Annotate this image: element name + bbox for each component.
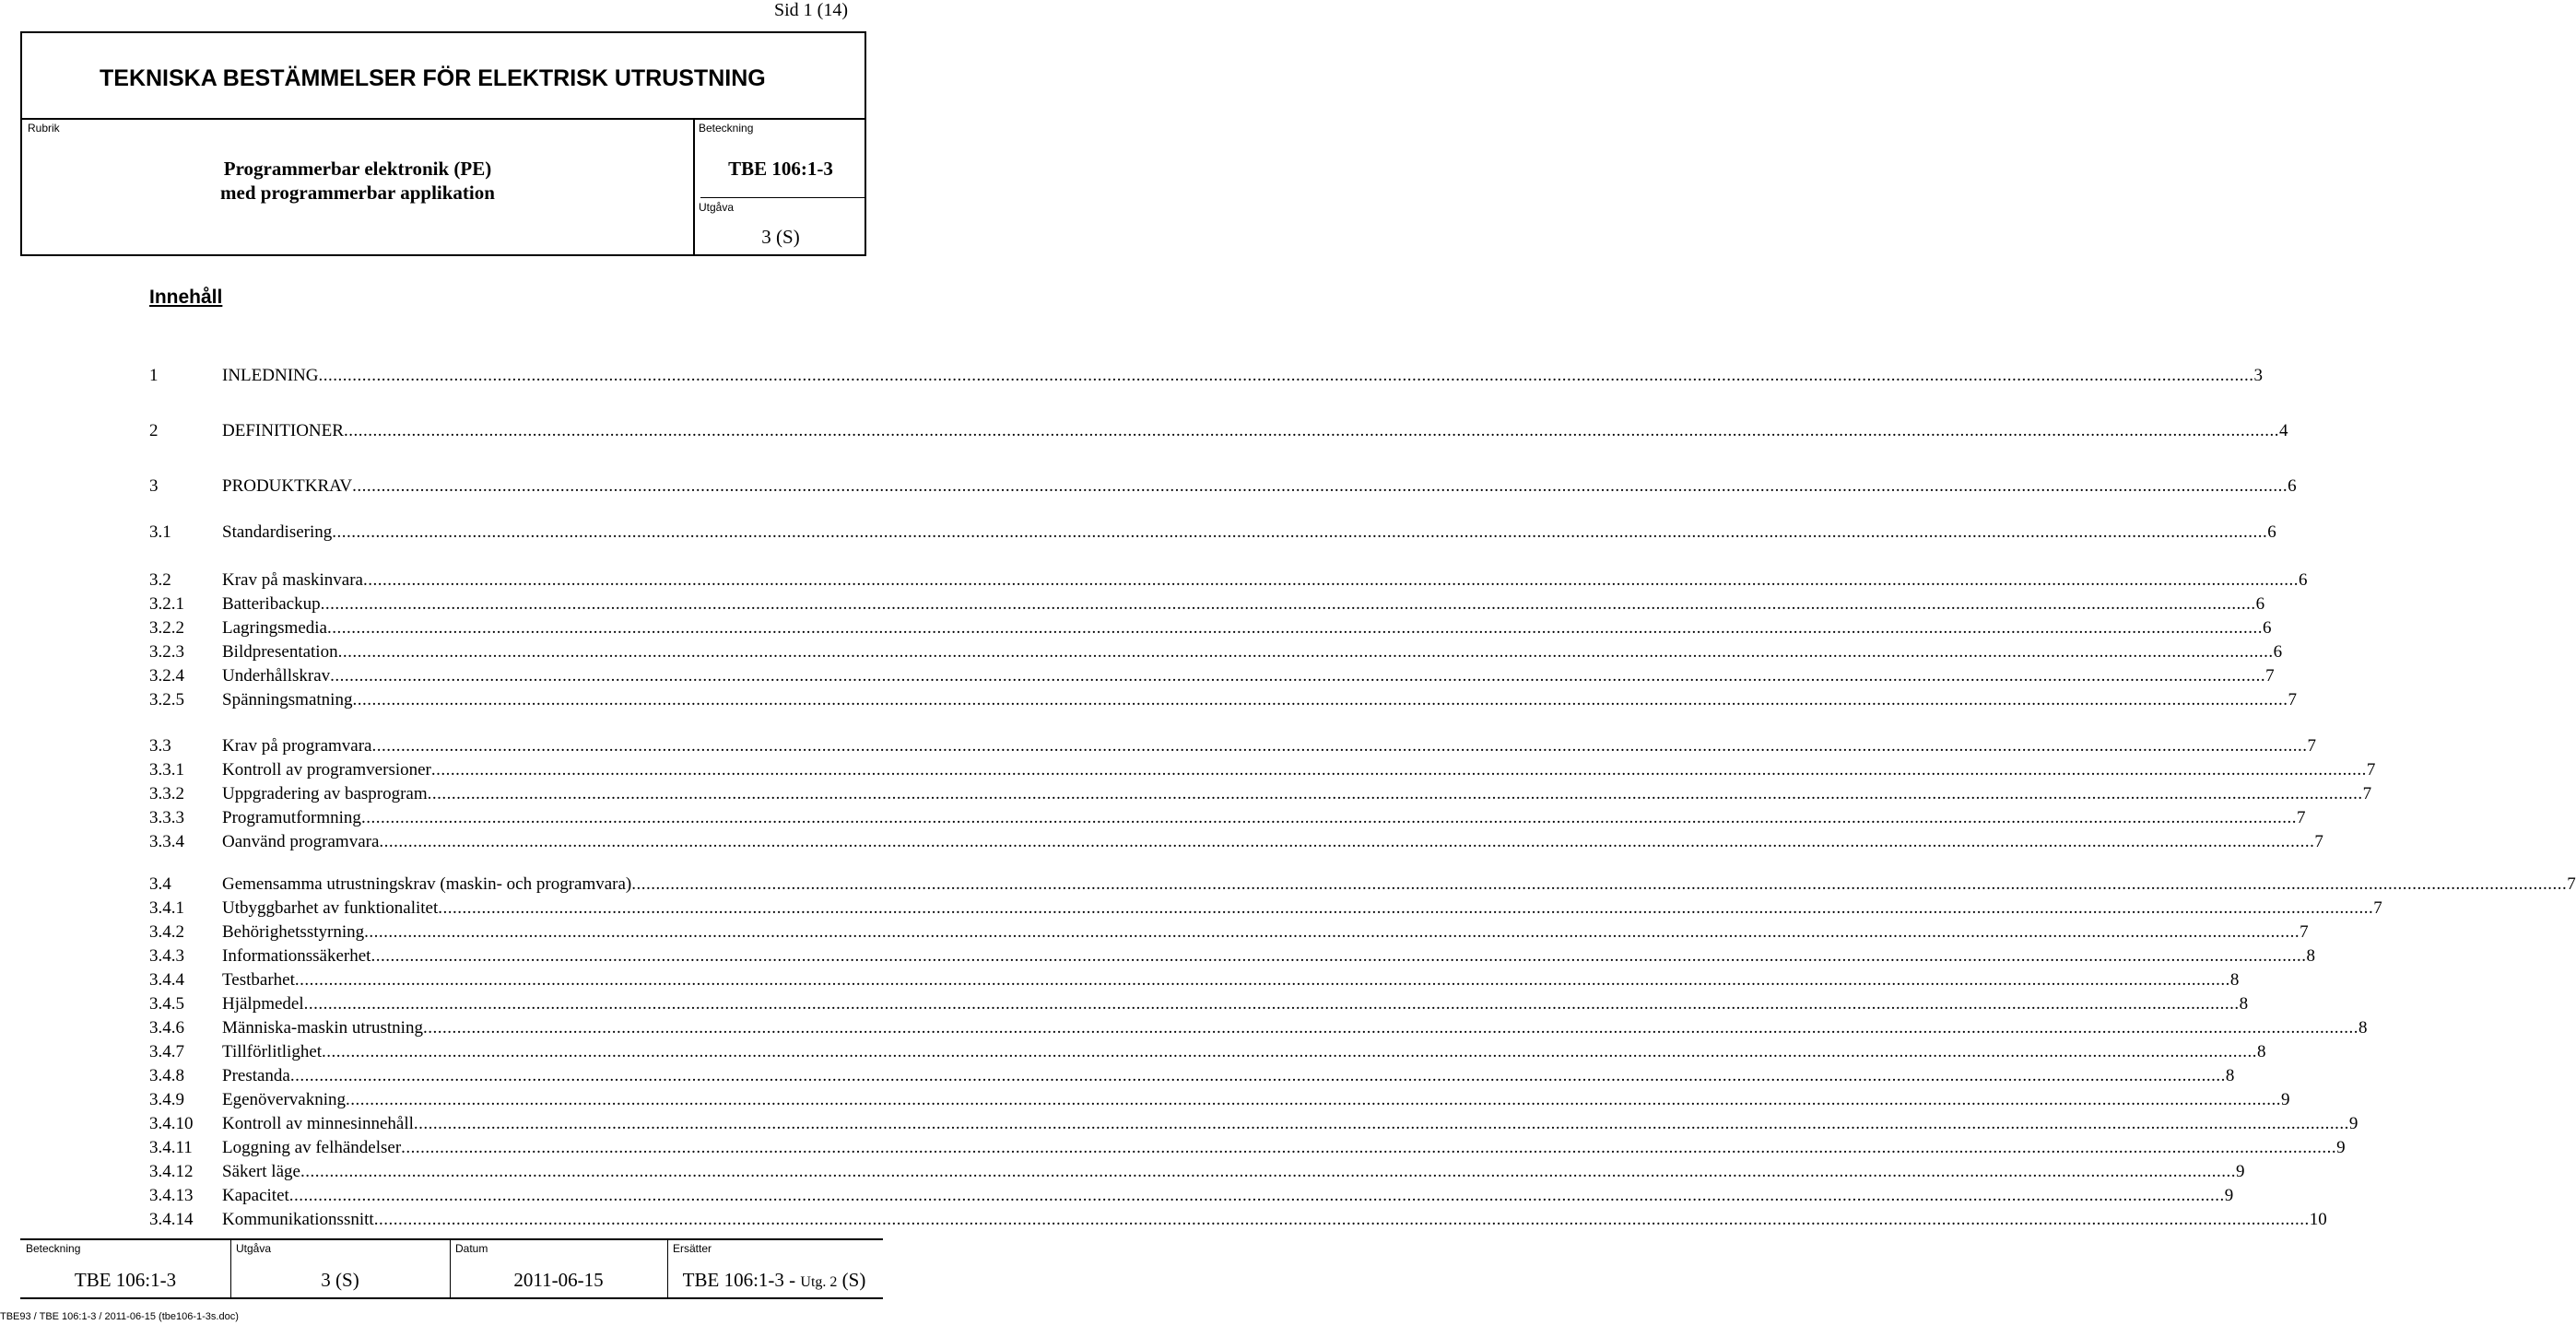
subject-line-1: Programmerbar elektronik (PE): [223, 158, 492, 180]
document-subject: [22, 157, 693, 205]
toc-entry-number: 3.4.2: [149, 922, 184, 942]
toc-entry-number: 3.3.4: [149, 832, 184, 851]
toc-entry: [149, 831, 2323, 853]
toc-entry-label: Underhållskrav: [222, 666, 331, 686]
beteckning-label: Beteckning: [699, 122, 754, 135]
toc-entry-number: 3.4.11: [149, 1138, 193, 1157]
toc-entry-label: Kontroll av programversioner: [222, 760, 431, 780]
toc-entry-label: Prestanda: [222, 1066, 290, 1085]
toc-dot-leader: ................................................................................................................................................................................................................................................................................................................................................................................................................: [363, 570, 2299, 590]
toc-entry: [149, 641, 2283, 663]
toc-entry-label: Kapacitet: [222, 1186, 289, 1205]
footer-utgava-label: Utgåva: [236, 1242, 272, 1255]
toc-dot-leader: ................................................................................................................................................................................................................................................................................................................................................................................................................: [379, 832, 2315, 851]
toc-dot-leader: ................................................................................................................................................................................................................................................................................................................................................................................................................: [332, 522, 2268, 542]
toc-entry-label: Behörighetsstyrning: [222, 922, 365, 942]
toc-entry-label: Standardisering: [222, 522, 333, 542]
toc-entry: [149, 365, 2263, 387]
toc-entry-number: 3.2.1: [149, 594, 184, 614]
toc-entry-page: 8: [2239, 994, 2249, 1014]
toc-entry-page: 8: [2229, 970, 2240, 990]
toc-dot-leader: ................................................................................................................................................................................................................................................................................................................................................................................................................: [422, 1018, 2358, 1038]
toc-entry-number: 3.3.2: [149, 784, 184, 803]
edition-divider: [700, 197, 865, 198]
toc-entry: [149, 617, 2272, 639]
toc-entry-number: 3.4.12: [149, 1162, 194, 1181]
toc-entry-page: 7: [2265, 666, 2275, 686]
toc-entry: [149, 1209, 2327, 1231]
footer-beteckning-label: Beteckning: [26, 1242, 81, 1255]
toc-entry-label: Batteribackup: [222, 594, 321, 614]
toc-entry-page: 8: [2225, 1066, 2235, 1085]
footer-ersatter-edition: Utg. 2: [800, 1274, 838, 1290]
toc-entry: [149, 921, 2309, 944]
toc-entry-number: 3.4.14: [149, 1210, 194, 1229]
toc-entry-number: 3.2.4: [149, 666, 184, 686]
footer-beteckning: [20, 1240, 230, 1297]
toc-entry-page: 7: [2296, 808, 2306, 827]
toc-entry: [149, 969, 2240, 991]
toc-entry-label: Loggning av felhändelser: [222, 1138, 402, 1157]
toc-dot-leader: ................................................................................................................................................................................................................................................................................................................................................................................................................: [326, 618, 2263, 638]
toc-entry-number: 3.3: [149, 736, 171, 756]
toc-entry-label: Spänningsmatning: [222, 690, 353, 709]
toc-dot-leader: ................................................................................................................................................................................................................................................................................................................................................................................................................: [352, 690, 2288, 709]
toc-dot-leader: ................................................................................................................................................................................................................................................................................................................................................................................................................: [438, 898, 2374, 918]
toc-entry-page: 9: [2235, 1162, 2245, 1181]
toc-entry: [149, 735, 2316, 757]
toc-entry: [149, 1185, 2234, 1207]
toc-dot-leader: ................................................................................................................................................................................................................................................................................................................................................................................................................: [303, 994, 2240, 1014]
document-footer: [20, 1238, 883, 1299]
toc-dot-leader: ................................................................................................................................................................................................................................................................................................................................................................................................................: [346, 1090, 2282, 1109]
footer-utgava: [230, 1240, 450, 1297]
toc-entry-page: 9: [2281, 1090, 2290, 1109]
document-reference: TBE93 / TBE 106:1-3 / 2011-06-15 (tbe106-1-3s.doc): [0, 1311, 239, 1322]
toc-entry-number: 3.4: [149, 874, 171, 894]
toc-dot-leader: ................................................................................................................................................................................................................................................................................................................................................................................................................: [352, 476, 2288, 496]
toc-entry-number: 3.1: [149, 522, 171, 542]
toc-entry-page: 9: [2336, 1138, 2346, 1157]
rubrik-label: Rubrik: [28, 122, 60, 135]
toc-entry-number: 3.4.1: [149, 898, 184, 918]
toc-entry-number: 3.4.3: [149, 946, 184, 966]
toc-entry-page: 7: [2300, 922, 2309, 942]
toc-entry-number: 3.2.5: [149, 690, 184, 709]
toc-entry-label: PRODUKTKRAV: [222, 476, 353, 496]
designation-value: TBE 106:1-3: [728, 158, 833, 180]
toc-entry: [149, 1065, 2235, 1087]
toc-dot-leader: ................................................................................................................................................................................................................................................................................................................................................................................................................: [371, 946, 2307, 966]
toc-entry: [149, 1089, 2290, 1111]
toc-entry-page: 6: [2299, 570, 2308, 590]
toc-entry-number: 3.2: [149, 570, 171, 590]
toc-entry: [149, 1161, 2245, 1183]
toc-entry-page: 6: [2288, 476, 2297, 496]
toc-entry-page: 8: [2257, 1042, 2266, 1061]
toc-entry-label: DEFINITIONER: [222, 421, 344, 440]
toc-entry-label: INLEDNING: [222, 366, 319, 385]
toc-entry-page: 7: [2362, 784, 2372, 803]
toc-entry-label: Egenövervakning: [222, 1090, 347, 1109]
toc-entry-page: 7: [2373, 898, 2382, 918]
toc-entry-page: 7: [2567, 874, 2576, 894]
toc-entry-label: Bildpresentation: [222, 642, 338, 662]
toc-entry-page: 8: [2358, 1018, 2368, 1038]
toc-entry-number: 3.4.10: [149, 1114, 194, 1133]
toc-entry: [149, 945, 2315, 967]
utgava-label: Utgåva: [699, 201, 735, 214]
toc-entry-label: Krav på maskinvara: [222, 570, 363, 590]
toc-entry-number: 3.2.3: [149, 642, 184, 662]
toc-dot-leader: ................................................................................................................................................................................................................................................................................................................................................................................................................: [300, 1162, 2236, 1181]
toc-entry-page: 7: [2366, 760, 2376, 780]
toc-entry-number: 3.3.3: [149, 808, 184, 827]
toc-dot-leader: ................................................................................................................................................................................................................................................................................................................................................................................................................: [631, 874, 2568, 894]
toc-entry-label: Människa-maskin utrustning: [222, 1018, 423, 1038]
toc-entry: [149, 665, 2275, 687]
toc-entry-number: 3.4.6: [149, 1018, 184, 1038]
toc-dot-leader: ................................................................................................................................................................................................................................................................................................................................................................................................................: [413, 1114, 2349, 1133]
toc-heading: Innehåll: [149, 287, 223, 308]
toc-entry-label: Oanvänd programvara: [222, 832, 380, 851]
toc-entry: [149, 897, 2382, 920]
footer-ersatter-value: [667, 1268, 881, 1295]
document-title: TEKNISKA BESTÄMMELSER FÖR ELEKTRISK UTRUSTNING: [100, 65, 766, 91]
toc-entry-number: 3: [149, 476, 159, 496]
toc-entry: [149, 759, 2376, 781]
toc-entry-page: 7: [2288, 690, 2297, 709]
footer-datum-value: 2011-06-15: [513, 1269, 604, 1291]
toc-entry-number: 3.2.2: [149, 618, 184, 638]
toc-entry: [149, 1017, 2368, 1039]
footer-ersatter-main: TBE 106:1-3 -: [682, 1269, 801, 1291]
toc-entry-label: Kommunikationssnitt: [222, 1210, 374, 1229]
document-header: [20, 31, 866, 256]
toc-entry-number: 1: [149, 366, 159, 385]
toc-entry: [149, 420, 2288, 442]
toc-entry-page: 6: [2273, 642, 2283, 662]
toc-entry-label: Utbyggbarhet av funktionalitet: [222, 898, 439, 918]
edition-value: 3 (S): [761, 226, 800, 248]
toc-entry: [149, 1137, 2346, 1159]
toc-entry: [149, 1113, 2358, 1135]
toc-entry: [149, 522, 2276, 544]
toc-entry-label: Hjälpmedel: [222, 994, 304, 1014]
toc-entry-label: Gemensamma utrustningskrav (maskin- och programvara): [222, 874, 632, 894]
toc-entry-label: Krav på programvara: [222, 736, 372, 756]
toc-dot-leader: ................................................................................................................................................................................................................................................................................................................................................................................................................: [371, 736, 2308, 756]
footer-datum-label: Datum: [455, 1242, 488, 1255]
toc-dot-leader: ................................................................................................................................................................................................................................................................................................................................................................................................................: [294, 970, 2230, 990]
toc-dot-leader: ................................................................................................................................................................................................................................................................................................................................................................................................................: [427, 784, 2363, 803]
toc-entry-page: 9: [2224, 1186, 2234, 1205]
toc-entry-label: Testbarhet: [222, 970, 295, 990]
page-number: Sid 1 (14): [774, 0, 848, 20]
toc-entry: [149, 689, 2297, 711]
toc-dot-leader: ................................................................................................................................................................................................................................................................................................................................................................................................................: [288, 1186, 2225, 1205]
footer-datum: [450, 1240, 667, 1297]
toc-entry-page: 6: [2255, 594, 2265, 614]
toc-entry-label: Tillförlitlighet: [222, 1042, 323, 1061]
toc-entry-number: 3.4.13: [149, 1186, 194, 1205]
toc-entry-label: Programutformning: [222, 808, 361, 827]
toc-dot-leader: ................................................................................................................................................................................................................................................................................................................................................................................................................: [318, 366, 2254, 385]
toc-entry-page: 6: [2262, 618, 2272, 638]
toc-dot-leader: ................................................................................................................................................................................................................................................................................................................................................................................................................: [322, 1042, 2258, 1061]
toc-entry-page: 10: [2309, 1210, 2327, 1229]
footer-ersatter: [667, 1240, 881, 1297]
toc-dot-leader: ................................................................................................................................................................................................................................................................................................................................................................................................................: [364, 922, 2300, 942]
toc-dot-leader: ................................................................................................................................................................................................................................................................................................................................................................................................................: [343, 421, 2279, 440]
toc-entry: [149, 593, 2265, 616]
toc-entry-number: 2: [149, 421, 159, 440]
toc-entry-page: 3: [2253, 366, 2263, 385]
toc-entry-page: 8: [2306, 946, 2315, 966]
toc-dot-leader: ................................................................................................................................................................................................................................................................................................................................................................................................................: [337, 642, 2274, 662]
toc-entry: [149, 807, 2306, 829]
toc-entry-page: 9: [2348, 1114, 2358, 1133]
toc-entry-page: 4: [2278, 421, 2288, 440]
toc-entry-page: 6: [2267, 522, 2276, 542]
toc-entry: [149, 1041, 2266, 1063]
toc-entry-label: Informationssäkerhet: [222, 946, 371, 966]
toc-entry: [149, 475, 2297, 498]
toc-entry: [149, 569, 2308, 592]
toc-entry-number: 3.4.5: [149, 994, 184, 1014]
toc-entry-page: 7: [2314, 832, 2323, 851]
toc-entry-number: 3.4.8: [149, 1066, 184, 1085]
subject-line-2: med programmerbar applikation: [220, 182, 495, 204]
toc-dot-leader: ................................................................................................................................................................................................................................................................................................................................................................................................................: [430, 760, 2367, 780]
toc-entry-number: 3.4.9: [149, 1090, 184, 1109]
toc-entry: [149, 783, 2372, 805]
toc-dot-leader: ................................................................................................................................................................................................................................................................................................................................................................................................................: [289, 1066, 2226, 1085]
toc-entry-number: 3.3.1: [149, 760, 184, 780]
toc-entry-number: 3.4.7: [149, 1042, 184, 1061]
footer-beteckning-value: TBE 106:1-3: [74, 1269, 177, 1291]
toc-entry-label: Uppgradering av basprogram: [222, 784, 428, 803]
toc-dot-leader: ................................................................................................................................................................................................................................................................................................................................................................................................................: [320, 594, 2256, 614]
toc-entry-label: Lagringsmedia: [222, 618, 327, 638]
toc-dot-leader: ................................................................................................................................................................................................................................................................................................................................................................................................................: [360, 808, 2297, 827]
toc-entry: [149, 874, 2576, 896]
toc-entry: [149, 993, 2249, 1015]
footer-utgava-value: 3 (S): [321, 1269, 359, 1291]
toc-entry-page: 7: [2307, 736, 2316, 756]
footer-ersatter-suffix: (S): [837, 1269, 866, 1291]
toc-dot-leader: ................................................................................................................................................................................................................................................................................................................................................................................................................: [330, 666, 2266, 686]
toc-entry-number: 3.4.4: [149, 970, 184, 990]
toc-entry-label: Kontroll av minnesinnehåll: [222, 1114, 414, 1133]
toc-entry-label: Säkert läge: [222, 1162, 300, 1181]
toc-dot-leader: ................................................................................................................................................................................................................................................................................................................................................................................................................: [401, 1138, 2337, 1157]
footer-ersatter-label: Ersätter: [673, 1242, 712, 1255]
toc-dot-leader: ................................................................................................................................................................................................................................................................................................................................................................................................................: [373, 1210, 2310, 1229]
header-divider: [22, 118, 865, 120]
